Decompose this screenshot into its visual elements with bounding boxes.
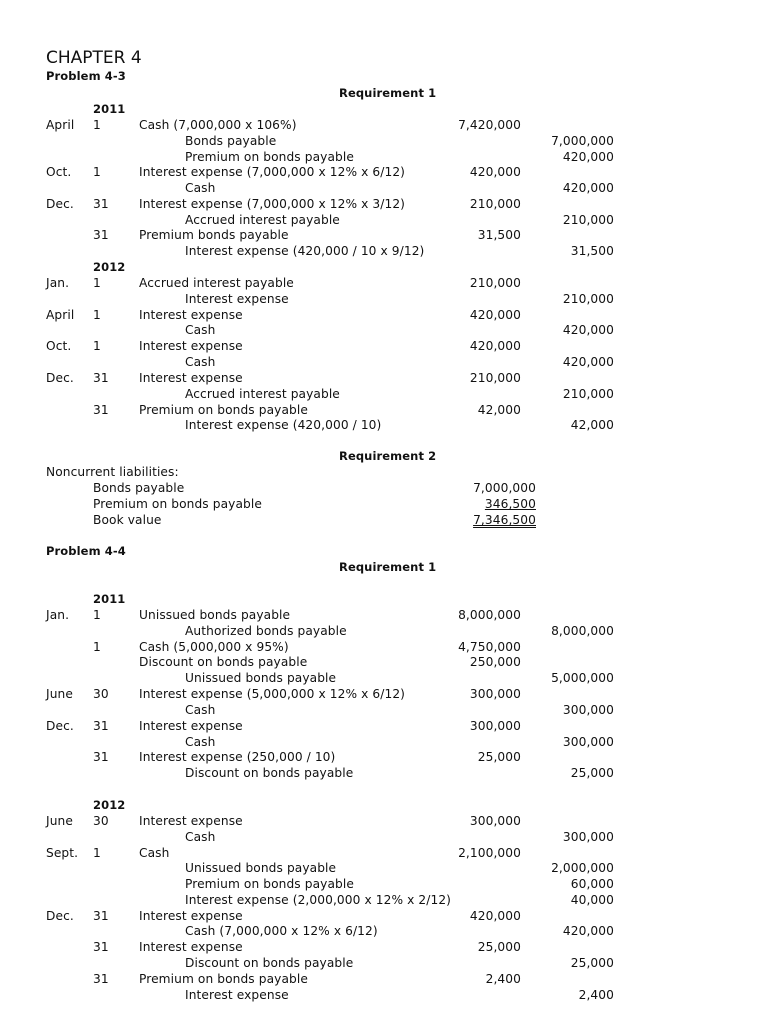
balance-row (0, 512, 768, 528)
requirement-title: Requirement 2 (339, 449, 437, 463)
credit-amount: 300,000 (562, 703, 614, 717)
debit-account: Interest expense (139, 940, 243, 954)
journal-row (0, 307, 768, 323)
debit-account: Cash (139, 846, 170, 860)
journal-row (0, 702, 768, 718)
journal-row (0, 133, 768, 149)
debit-amount: 2,400 (485, 972, 521, 986)
entry-month: Oct. (46, 339, 72, 353)
debit-account: Cash (5,000,000 x 95%) (139, 640, 289, 654)
journal-row (0, 718, 768, 734)
credit-amount: 210,000 (562, 213, 614, 227)
credit-account: Interest expense (2,000,000 x 12% x 2/12) (185, 893, 452, 907)
entry-day: 1 (93, 640, 101, 654)
entry-day: 1 (93, 846, 101, 860)
credit-amount: 420,000 (562, 323, 614, 337)
year-label: 2012 (93, 798, 126, 812)
chapter-title: CHAPTER 4 (46, 48, 142, 68)
journal-row (0, 686, 768, 702)
entry-month: April (46, 308, 75, 322)
journal-row (0, 212, 768, 228)
credit-account: Cash (7,000,000 x 12% x 6/12) (185, 924, 378, 938)
journal-row (0, 275, 768, 291)
debit-amount: 4,750,000 (458, 640, 521, 654)
problem-title: Problem 4-3 (46, 69, 126, 83)
journal-row (0, 117, 768, 133)
credit-account: Cash (185, 323, 216, 337)
credit-account: Accrued interest payable (185, 387, 340, 401)
credit-amount: 2,000,000 (551, 861, 614, 875)
debit-account: Premium bonds payable (139, 228, 289, 242)
debit-account: Interest expense (5,000,000 x 12% x 6/12) (139, 687, 406, 701)
journal-row (0, 402, 768, 418)
entry-day: 1 (93, 608, 101, 622)
journal-row (0, 370, 768, 386)
debit-account: Cash (7,000,000 x 106%) (139, 118, 297, 132)
problem-heading (0, 68, 768, 84)
entry-month: Dec. (46, 909, 74, 923)
debit-account: Interest expense (7,000,000 x 12% x 3/12) (139, 197, 406, 211)
debit-amount: 210,000 (469, 276, 521, 290)
debit-amount: 420,000 (469, 308, 521, 322)
balance-heading-row (0, 464, 768, 480)
credit-amount: 2,400 (578, 988, 614, 1002)
requirement-heading (0, 85, 768, 101)
credit-account: Cash (185, 830, 216, 844)
journal-row (0, 845, 768, 861)
journal-row (0, 955, 768, 971)
entry-day: 31 (93, 750, 109, 764)
debit-amount: 420,000 (469, 339, 521, 353)
credit-account: Interest expense (420,000 / 10 x 9/12) (185, 244, 425, 258)
entry-month: Dec. (46, 719, 74, 733)
credit-amount: 25,000 (570, 766, 614, 780)
credit-account: Authorized bonds payable (185, 624, 347, 638)
journal-row (0, 196, 768, 212)
problem-title: Problem 4-4 (46, 544, 126, 558)
entry-day: 1 (93, 308, 101, 322)
credit-account: Cash (185, 355, 216, 369)
entry-day: 1 (93, 276, 101, 290)
credit-amount: 42,000 (570, 418, 614, 432)
debit-account: Interest expense (139, 308, 243, 322)
credit-account: Cash (185, 735, 216, 749)
debit-account: Discount on bonds payable (139, 655, 308, 669)
journal-row (0, 227, 768, 243)
debit-account: Accrued interest payable (139, 276, 294, 290)
debit-amount: 250,000 (469, 655, 521, 669)
journal-row (0, 354, 768, 370)
journal-row (0, 386, 768, 402)
credit-amount: 60,000 (570, 877, 614, 891)
entry-month: Oct. (46, 165, 72, 179)
journal-row (0, 322, 768, 338)
entry-month: June (46, 687, 73, 701)
balance-row (0, 480, 768, 496)
debit-amount: 31,500 (477, 228, 521, 242)
credit-amount: 25,000 (570, 956, 614, 970)
balance-total-amount: 7,346,500 (473, 513, 536, 527)
debit-amount: 210,000 (469, 371, 521, 385)
journal-row (0, 734, 768, 750)
entry-day: 31 (93, 719, 109, 733)
credit-amount: 300,000 (562, 735, 614, 749)
entry-day: 31 (93, 403, 109, 417)
debit-amount: 300,000 (469, 687, 521, 701)
balance-row (0, 496, 768, 512)
credit-account: Unissued bonds payable (185, 671, 337, 685)
noncurrent-liabilities-label: Noncurrent liabilities: (46, 465, 179, 479)
entry-day: 1 (93, 118, 101, 132)
journal-row (0, 623, 768, 639)
journal-row (0, 876, 768, 892)
journal-row (0, 923, 768, 939)
entry-day: 30 (93, 814, 109, 828)
credit-amount: 210,000 (562, 292, 614, 306)
journal-row (0, 670, 768, 686)
entry-month: Dec. (46, 197, 74, 211)
debit-account: Interest expense (139, 339, 243, 353)
balance-label: Book value (93, 513, 162, 527)
journal-row (0, 813, 768, 829)
credit-amount: 7,000,000 (551, 134, 614, 148)
debit-account: Interest expense (7,000,000 x 12% x 6/12) (139, 165, 406, 179)
year-row (0, 797, 768, 813)
entry-day: 31 (93, 197, 109, 211)
requirement-heading (0, 559, 768, 575)
credit-amount: 31,500 (570, 244, 614, 258)
year-label: 2011 (93, 592, 126, 606)
entry-month: Sept. (46, 846, 79, 860)
credit-amount: 210,000 (562, 387, 614, 401)
debit-amount: 25,000 (477, 750, 521, 764)
debit-amount: 7,420,000 (458, 118, 521, 132)
journal-row (0, 180, 768, 196)
year-row (0, 101, 768, 117)
entry-day: 31 (93, 371, 109, 385)
debit-amount: 8,000,000 (458, 608, 521, 622)
journal-row (0, 908, 768, 924)
credit-account: Cash (185, 703, 216, 717)
journal-row (0, 607, 768, 623)
year-label: 2012 (93, 260, 126, 274)
credit-account: Cash (185, 181, 216, 195)
debit-account: Interest expense (139, 909, 243, 923)
requirement-heading (0, 448, 768, 464)
credit-account: Discount on bonds payable (185, 766, 354, 780)
debit-account: Interest expense (139, 371, 243, 385)
entry-day: 1 (93, 165, 101, 179)
credit-account: Unissued bonds payable (185, 861, 337, 875)
journal-row (0, 892, 768, 908)
debit-amount: 25,000 (477, 940, 521, 954)
journal-row (0, 829, 768, 845)
year-row (0, 591, 768, 607)
debit-account: Unissued bonds payable (139, 608, 291, 622)
journal-row (0, 654, 768, 670)
entry-day: 31 (93, 972, 109, 986)
journal-row (0, 149, 768, 165)
debit-amount: 2,100,000 (458, 846, 521, 860)
credit-account: Interest expense (185, 292, 289, 306)
debit-amount: 210,000 (469, 197, 521, 211)
credit-account: Premium on bonds payable (185, 877, 354, 891)
credit-amount: 40,000 (570, 893, 614, 907)
debit-amount: 420,000 (469, 165, 521, 179)
year-label: 2011 (93, 102, 126, 116)
balance-amount: 7,000,000 (473, 481, 536, 495)
journal-row (0, 639, 768, 655)
debit-amount: 420,000 (469, 909, 521, 923)
balance-label: Premium on bonds payable (93, 497, 262, 511)
debit-account: Interest expense (139, 719, 243, 733)
debit-amount: 300,000 (469, 814, 521, 828)
credit-account: Bonds payable (185, 134, 277, 148)
balance-amount: 346,500 (484, 497, 536, 511)
debit-account: Interest expense (139, 814, 243, 828)
credit-amount: 8,000,000 (551, 624, 614, 638)
credit-amount: 420,000 (562, 924, 614, 938)
debit-amount: 42,000 (477, 403, 521, 417)
journal-row (0, 765, 768, 781)
entry-month: Jan. (46, 608, 70, 622)
debit-amount: 300,000 (469, 719, 521, 733)
credit-account: Accrued interest payable (185, 213, 340, 227)
entry-day: 31 (93, 940, 109, 954)
entry-month: Jan. (46, 276, 70, 290)
journal-row (0, 860, 768, 876)
credit-account: Interest expense (420,000 / 10) (185, 418, 382, 432)
journal-row (0, 164, 768, 180)
credit-amount: 420,000 (562, 355, 614, 369)
entry-month: June (46, 814, 73, 828)
entry-day: 1 (93, 339, 101, 353)
requirement-title: Requirement 1 (339, 560, 437, 574)
credit-amount: 420,000 (562, 181, 614, 195)
credit-amount: 420,000 (562, 150, 614, 164)
requirement-title: Requirement 1 (339, 86, 437, 100)
debit-account: Premium on bonds payable (139, 403, 308, 417)
credit-account: Premium on bonds payable (185, 150, 354, 164)
balance-label: Bonds payable (93, 481, 185, 495)
journal-row (0, 338, 768, 354)
entry-day: 30 (93, 687, 109, 701)
journal-row (0, 243, 768, 259)
entry-month: Dec. (46, 371, 74, 385)
entry-day: 31 (93, 909, 109, 923)
journal-row (0, 971, 768, 987)
problem-heading (0, 543, 768, 559)
journal-row (0, 417, 768, 433)
credit-amount: 300,000 (562, 830, 614, 844)
credit-account: Interest expense (185, 988, 289, 1002)
entry-month: April (46, 118, 75, 132)
credit-account: Discount on bonds payable (185, 956, 354, 970)
journal-row (0, 987, 768, 1003)
journal-row (0, 291, 768, 307)
journal-row (0, 939, 768, 955)
journal-row (0, 749, 768, 765)
debit-account: Interest expense (250,000 / 10) (139, 750, 336, 764)
credit-amount: 5,000,000 (551, 671, 614, 685)
year-row (0, 259, 768, 275)
debit-account: Premium on bonds payable (139, 972, 308, 986)
entry-day: 31 (93, 228, 109, 242)
